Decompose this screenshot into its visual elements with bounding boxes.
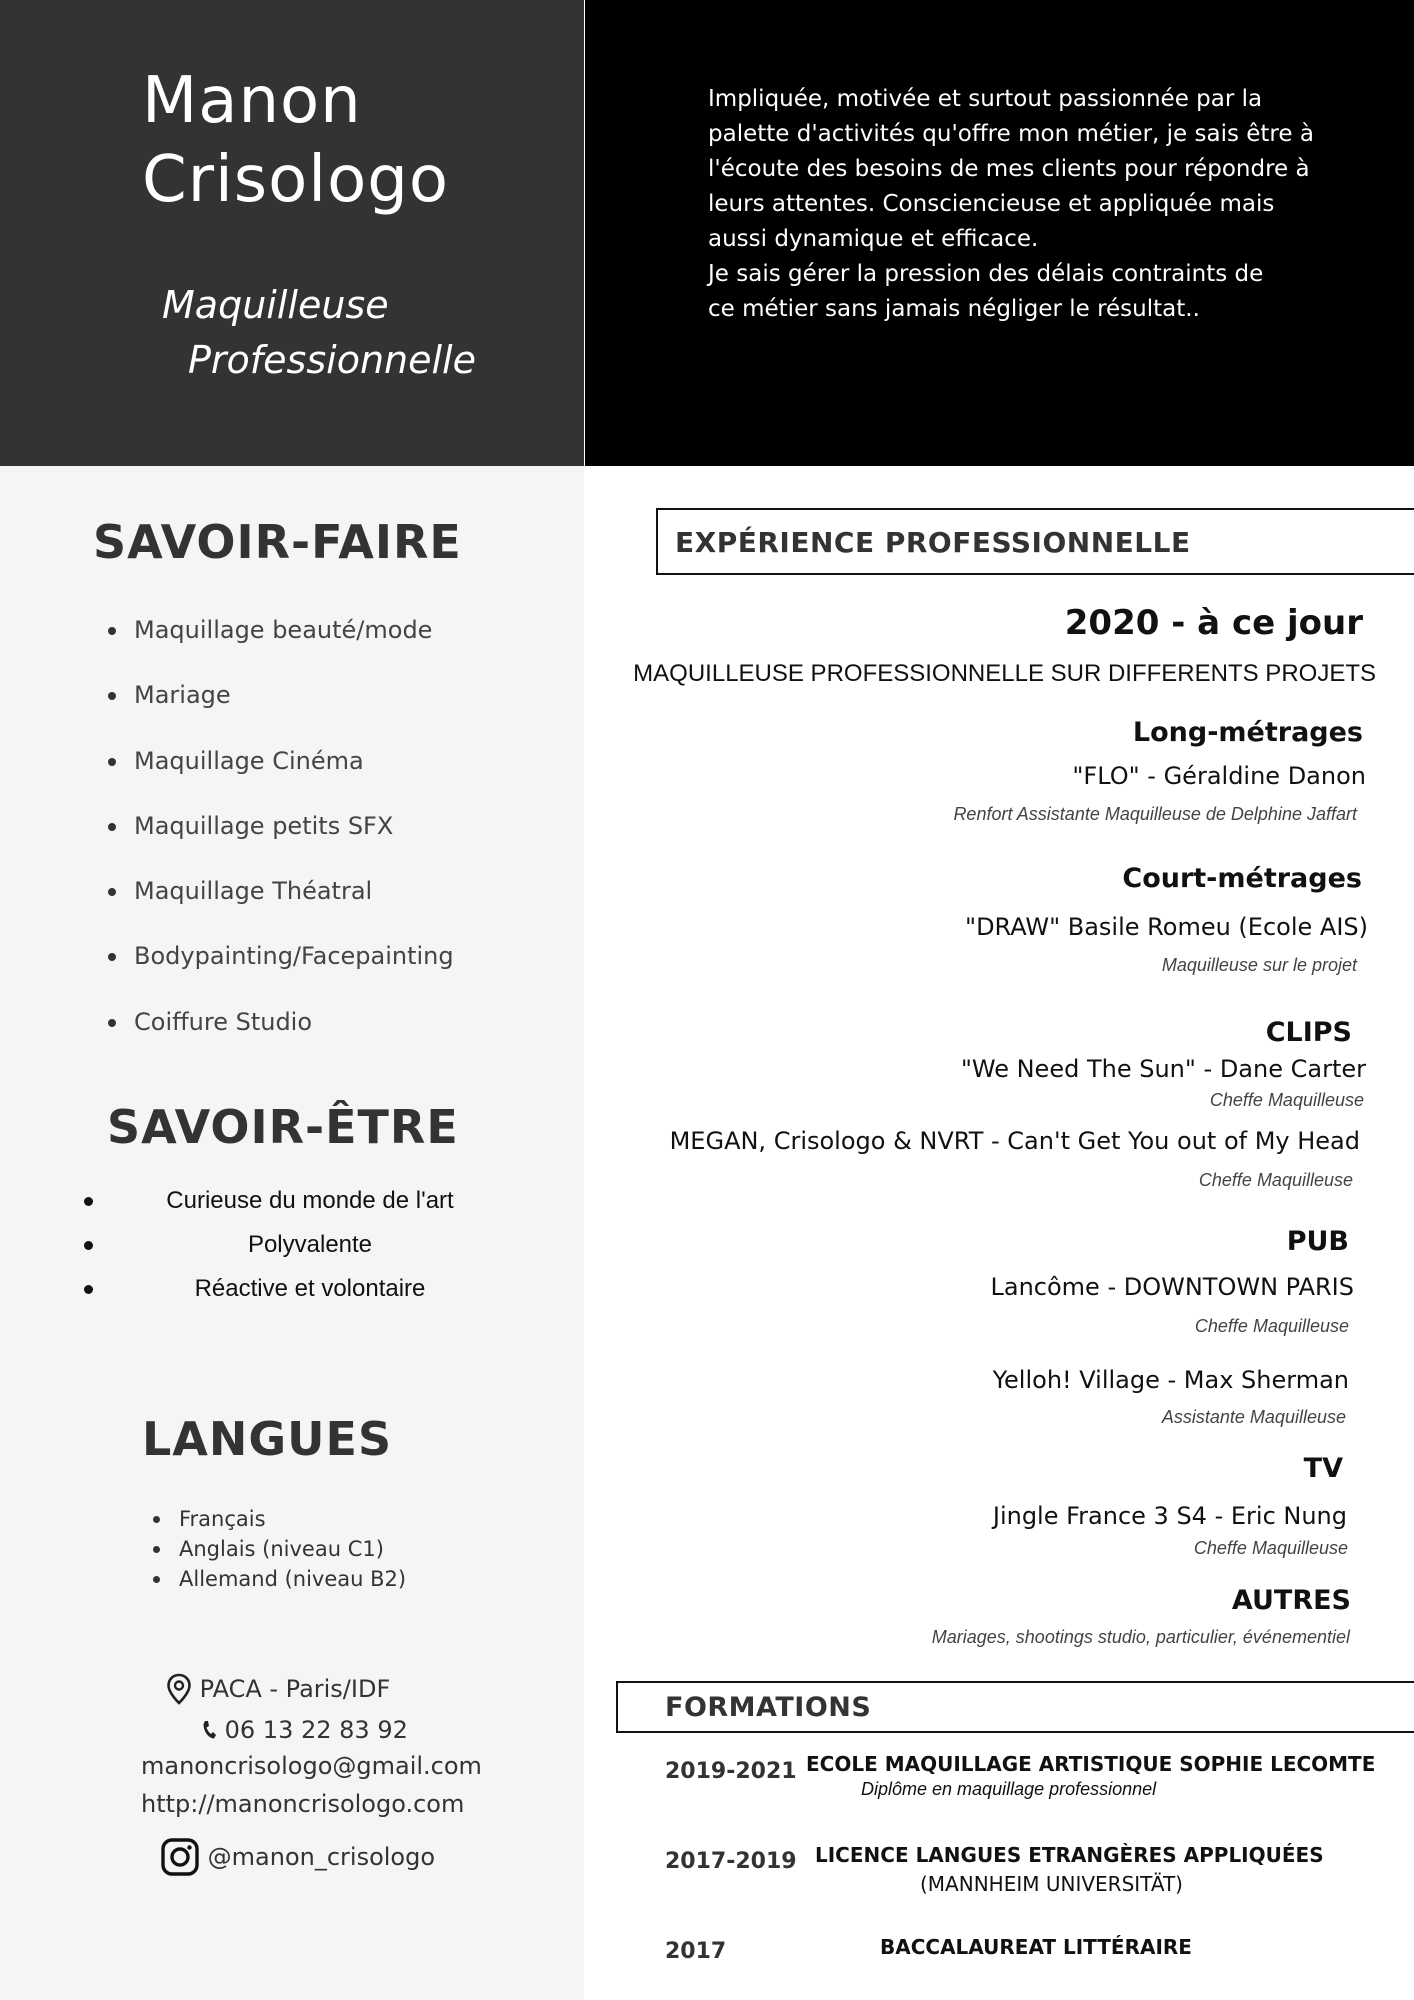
map-pin-icon [166, 1673, 192, 1705]
location-text: PACA - Paris/IDF [199, 1675, 391, 1703]
contact-location [166, 1673, 390, 1705]
phone-text: 06 13 22 83 92 [224, 1716, 408, 1744]
intro-line: l'écoute des besoins de mes clients pour répondre à [708, 156, 1310, 182]
savoir-etre-heading: SAVOIR-ÊTRE [107, 1100, 459, 1154]
list-item: Bodypainting/Facepainting [105, 936, 454, 1001]
intro-line: palette d'activités qu'offre mon métier, je sais être à [708, 121, 1314, 147]
clips-project-1: "We Need The Sun" - Dane Carter [960, 1055, 1366, 1083]
last-name: Crisologo [142, 143, 449, 217]
email-link[interactable]: manoncrisologo@gmail.com [141, 1752, 482, 1780]
formations-header-box [616, 1681, 1414, 1733]
langues-heading: LANGUES [142, 1412, 393, 1466]
clips-role-2: Cheffe Maquilleuse [1198, 1170, 1353, 1190]
experience-period: 2020 - à ce jour [1064, 603, 1363, 643]
website-link[interactable]: http://manoncrisologo.com [141, 1790, 465, 1818]
instagram-link[interactable] [160, 1837, 435, 1877]
clips-heading: CLIPS [1265, 1017, 1352, 1048]
experience-summary: MAQUILLEUSE PROFESSIONNELLE SUR DIFFERENTS PROJETS [633, 660, 1376, 687]
tv-project: Jingle France 3 S4 - Eric Nung [992, 1502, 1347, 1530]
pub-role-2: Assistante Maquilleuse [1161, 1407, 1346, 1427]
savoir-faire-list [105, 610, 454, 1067]
list-item: Réactive et volontaire [80, 1270, 472, 1314]
phone-icon [201, 1720, 217, 1740]
list-item: Maquillage Théatral [105, 871, 454, 936]
intro-line: ce métier sans jamais négliger le résultat.. [708, 296, 1200, 322]
formation-years: 2017-2019 [665, 1849, 797, 1874]
experience-heading: EXPÉRIENCE PROFESSIONNELLE [675, 526, 1191, 559]
formation-subtitle: (MANNHEIM UNIVERSITÄT) [920, 1872, 1183, 1896]
instagram-icon [160, 1837, 200, 1877]
pub-project-2: Yelloh! Village - Max Sherman [992, 1366, 1349, 1394]
list-item: Maquillage petits SFX [105, 806, 454, 871]
list-item: Maquillage beauté/mode [105, 610, 454, 675]
list-item: Allemand (niveau B2) [152, 1564, 406, 1594]
court-metrages-heading: Court-métrages [1122, 863, 1362, 894]
formations-heading: FORMATIONS [665, 1692, 872, 1723]
long-metrages-project: "FLO" - Géraldine Danon [1072, 762, 1366, 790]
long-metrages-role: Renfort Assistante Maquilleuse de Delphine Jaffart [953, 804, 1357, 824]
formation-title: LICENCE LANGUES ETRANGÈRES APPLIQUÉES [815, 1843, 1324, 1867]
job-title-line2: Professionnelle [188, 338, 476, 382]
instagram-handle: @manon_crisologo [207, 1843, 436, 1871]
tv-role: Cheffe Maquilleuse [1193, 1538, 1348, 1558]
intro-line: Impliquée, motivée et surtout passionnée par la [708, 86, 1263, 112]
job-title-line1: Maquilleuse [162, 283, 389, 327]
formation-title: BACCALAUREAT LITTÉRAIRE [880, 1935, 1192, 1959]
formation-title: ECOLE MAQUILLAGE ARTISTIQUE SOPHIE LECOMTE [806, 1752, 1376, 1776]
long-metrages-heading: Long-métrages [1132, 717, 1363, 748]
pub-project-1: Lancôme - DOWNTOWN PARIS [990, 1273, 1354, 1301]
pub-heading: PUB [1286, 1226, 1349, 1257]
formation-years: 2017 [665, 1939, 727, 1964]
clips-role-1: Cheffe Maquilleuse [1209, 1090, 1364, 1110]
tv-heading: TV [1303, 1453, 1343, 1484]
savoir-etre-list [80, 1182, 472, 1314]
intro-line: leurs attentes. Consciencieuse et appliquée mais [708, 191, 1275, 217]
list-item: Français [152, 1504, 406, 1534]
savoir-faire-heading: SAVOIR-FAIRE [93, 515, 462, 569]
formation-subtitle: Diplôme en maquillage professionnel [861, 1779, 1157, 1799]
contact-phone[interactable] [201, 1715, 408, 1744]
court-metrages-project: "DRAW" Basile Romeu (Ecole AIS) [965, 913, 1368, 941]
langues-list [152, 1504, 406, 1594]
intro-line: Je sais gérer la pression des délais contraints de [708, 261, 1264, 287]
intro-line: aussi dynamique et efficace. [708, 226, 1039, 252]
pub-role-1: Cheffe Maquilleuse [1194, 1316, 1349, 1336]
list-item: Anglais (niveau C1) [152, 1534, 406, 1564]
intro-paragraph [708, 82, 1348, 327]
list-item: Polyvalente [80, 1226, 472, 1270]
court-metrages-role: Maquilleuse sur le projet [1161, 955, 1357, 975]
list-item: Coiffure Studio [105, 1002, 454, 1067]
autres-heading: AUTRES [1231, 1585, 1351, 1616]
list-item: Mariage [105, 675, 454, 740]
list-item: Maquillage Cinéma [105, 741, 454, 806]
clips-project-2: MEGAN, Crisologo & NVRT - Can't Get You out of My Head [669, 1127, 1360, 1155]
list-item: Curieuse du monde de l'art [80, 1182, 472, 1226]
autres-text: Mariages, shootings studio, particulier, événementiel [931, 1627, 1350, 1647]
person-name [142, 62, 449, 220]
formation-years: 2019-2021 [665, 1759, 797, 1784]
first-name: Manon [142, 64, 362, 138]
experience-header-box [656, 508, 1414, 575]
